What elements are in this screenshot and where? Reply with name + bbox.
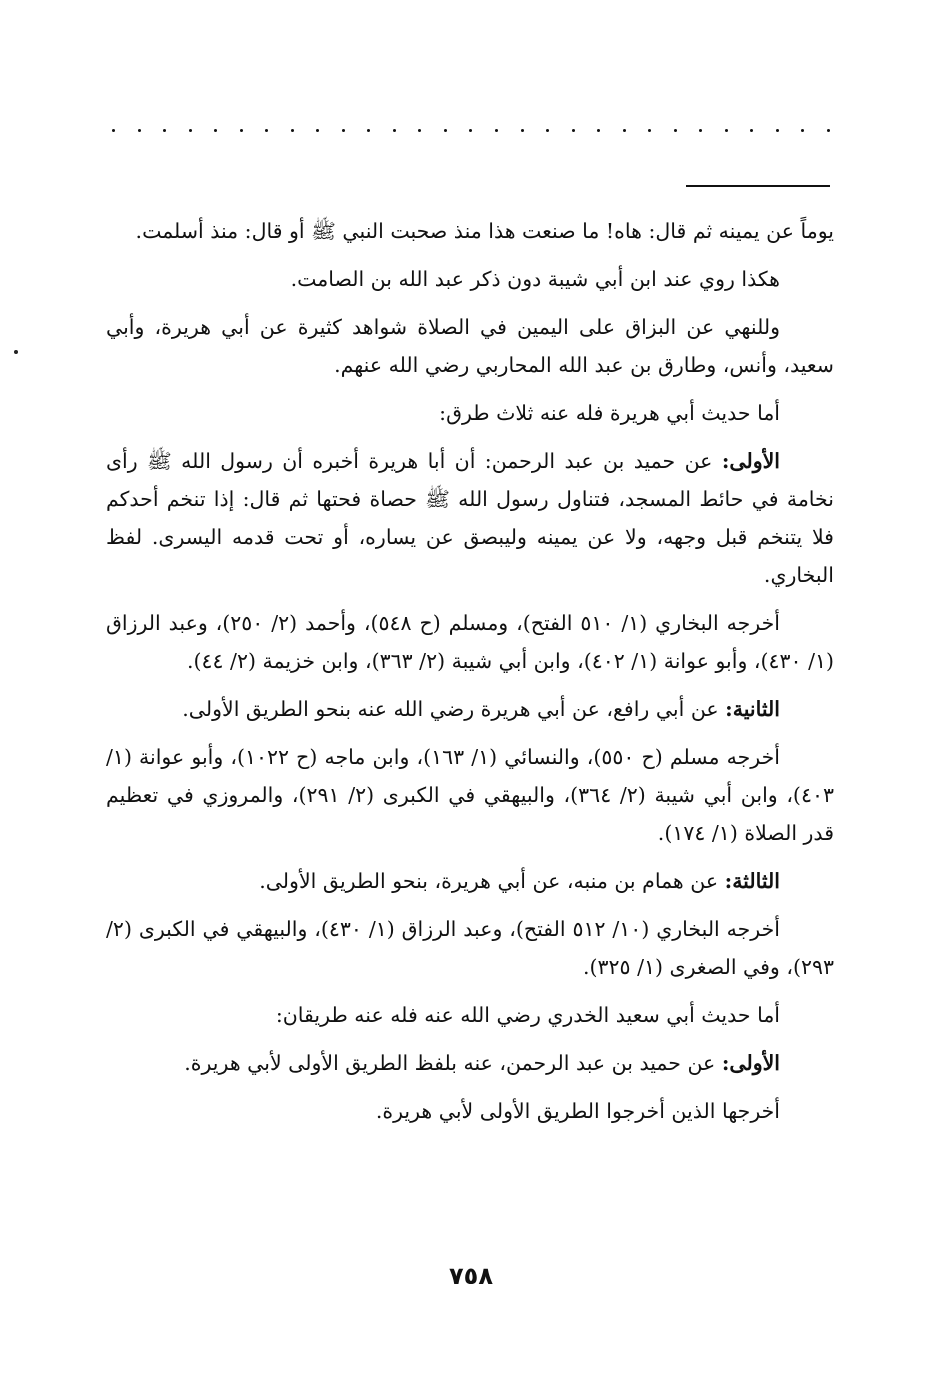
separator-dot xyxy=(725,129,728,132)
separator-dot xyxy=(623,129,626,132)
paragraph-label: الأولى: xyxy=(721,1051,780,1075)
footnote-rule xyxy=(686,185,830,187)
paragraph-text: يوماً عن يمينه ثم قال: هاه! ما صنعت هذا منذ صحبت النبي ﷺ أو قال: منذ أسلمت. xyxy=(135,219,834,243)
paragraph-text: أما حديث أبي هريرة فله عنه ثلاث طرق: xyxy=(439,401,780,425)
paragraph-text: هكذا روي عند ابن أبي شيبة دون ذكر عبد الله بن الصامت. xyxy=(290,267,780,291)
separator-dot xyxy=(112,129,115,132)
separator-dot xyxy=(648,129,651,132)
dotted-separator xyxy=(112,120,830,140)
paragraph-text: عن حميد بن عبد الرحمن، عنه بلفظ الطريق الأولى لأبي هريرة. xyxy=(184,1051,722,1075)
separator-dot xyxy=(674,129,677,132)
page-number: ٧٥٨ xyxy=(449,1262,493,1290)
paragraph-text: وللنهي عن البزاق على اليمين في الصلاة شواهد كثيرة عن أبي هريرة، وأبي سعيد، وأنس، وطارق بن عبد الله المحاربي رضي الله عنهم. xyxy=(106,315,834,377)
paragraph-text: عن همام بن منبه، عن أبي هريرة، بنحو الطريق الأولى. xyxy=(259,869,725,893)
paragraph-text: أخرجه البخاري (١٠/ ٥١٢ الفتح)، وعبد الرزاق (١/ ٤٣٠)، والبيهقي في الكبرى (٢/ ٢٩٣)، وفي الصغرى (١/ ٣٢٥). xyxy=(106,917,834,979)
separator-dot xyxy=(163,129,166,132)
paragraph-text: عن حميد بن عبد الرحمن: أن أبا هريرة أخبره أن رسول الله ﷺ رأى نخامة في حائط المسجد، فتناول رسول الله ﷺ حصاة فحتها ثم قال: إذا تنخم أحدكم فلا يتنخم قبل وجهه، ولا عن يمينه وليبصق عن يساره، أو تحت قدمه اليسرى. لفظ البخاري. xyxy=(106,449,834,587)
paragraph-text: أخرجها الذين أخرجوا الطريق الأولى لأبي هريرة. xyxy=(375,1099,780,1123)
separator-dot xyxy=(801,129,804,132)
paragraph-6 xyxy=(106,604,834,680)
paragraph-9 xyxy=(106,862,834,900)
separator-dot xyxy=(393,129,396,132)
paragraph-label: الثالثة: xyxy=(724,869,780,893)
paragraph-text: أما حديث أبي سعيد الخدري رضي الله عنه فله عنه طريقان: xyxy=(275,1003,780,1027)
separator-dot xyxy=(418,129,421,132)
paragraph-text: عن أبي رافع، عن أبي هريرة رضي الله عنه بنحو الطريق الأولى. xyxy=(182,697,726,721)
paragraph-10 xyxy=(106,910,834,986)
separator-dot xyxy=(291,129,294,132)
scan-speck xyxy=(14,350,18,354)
separator-dot xyxy=(597,129,600,132)
separator-dot xyxy=(827,129,830,132)
paragraph-3 xyxy=(106,308,834,384)
separator-dot xyxy=(189,129,192,132)
paragraph-label: الثانية: xyxy=(725,697,780,721)
separator-dot xyxy=(776,129,779,132)
separator-dot xyxy=(444,129,447,132)
paragraph-5 xyxy=(106,442,834,594)
paragraph-text: أخرجه مسلم (ح ٥٥٠)، والنسائي (١/ ١٦٣)، وابن ماجه (ح ١٠٢٢)، وأبو عوانة (١/ ٤٠٣)، وابن أبي شيبة (٢/ ٣٦٤)، والبيهقي في الكبرى (٢/ ٢٩١)، والمروزي في تعظيم قدر الصلاة (١/ ١٧٤). xyxy=(106,745,834,845)
paragraph-13 xyxy=(106,1092,834,1130)
paragraph-11 xyxy=(106,996,834,1034)
separator-dot xyxy=(572,129,575,132)
separator-dot xyxy=(240,129,243,132)
paragraph-label: الأولى: xyxy=(721,449,780,473)
separator-dot xyxy=(214,129,217,132)
separator-dot xyxy=(265,129,268,132)
paragraph-7 xyxy=(106,690,834,728)
separator-dot xyxy=(699,129,702,132)
separator-dot xyxy=(367,129,370,132)
paragraph-text: أخرجه البخاري (١/ ٥١٠ الفتح)، ومسلم (ح ٥٤٨)، وأحمد (٢/ ٢٥٠)، وعبد الرزاق (١/ ٤٣٠)، وأبو عوانة (١/ ٤٠٢)، وابن أبي شيبة (٢/ ٣٦٣)، وابن خزيمة (٢/ ٤٤). xyxy=(106,611,834,673)
paragraph-4 xyxy=(106,394,834,432)
paragraph-8 xyxy=(106,738,834,852)
separator-dot xyxy=(138,129,141,132)
footnote-text xyxy=(106,212,834,1140)
separator-dot xyxy=(521,129,524,132)
separator-dot xyxy=(495,129,498,132)
separator-dot xyxy=(342,129,345,132)
separator-dot xyxy=(316,129,319,132)
separator-dot xyxy=(750,129,753,132)
paragraph-1 xyxy=(106,212,834,250)
paragraph-12 xyxy=(106,1044,834,1082)
separator-dot xyxy=(546,129,549,132)
separator-dot xyxy=(469,129,472,132)
paragraph-2 xyxy=(106,260,834,298)
